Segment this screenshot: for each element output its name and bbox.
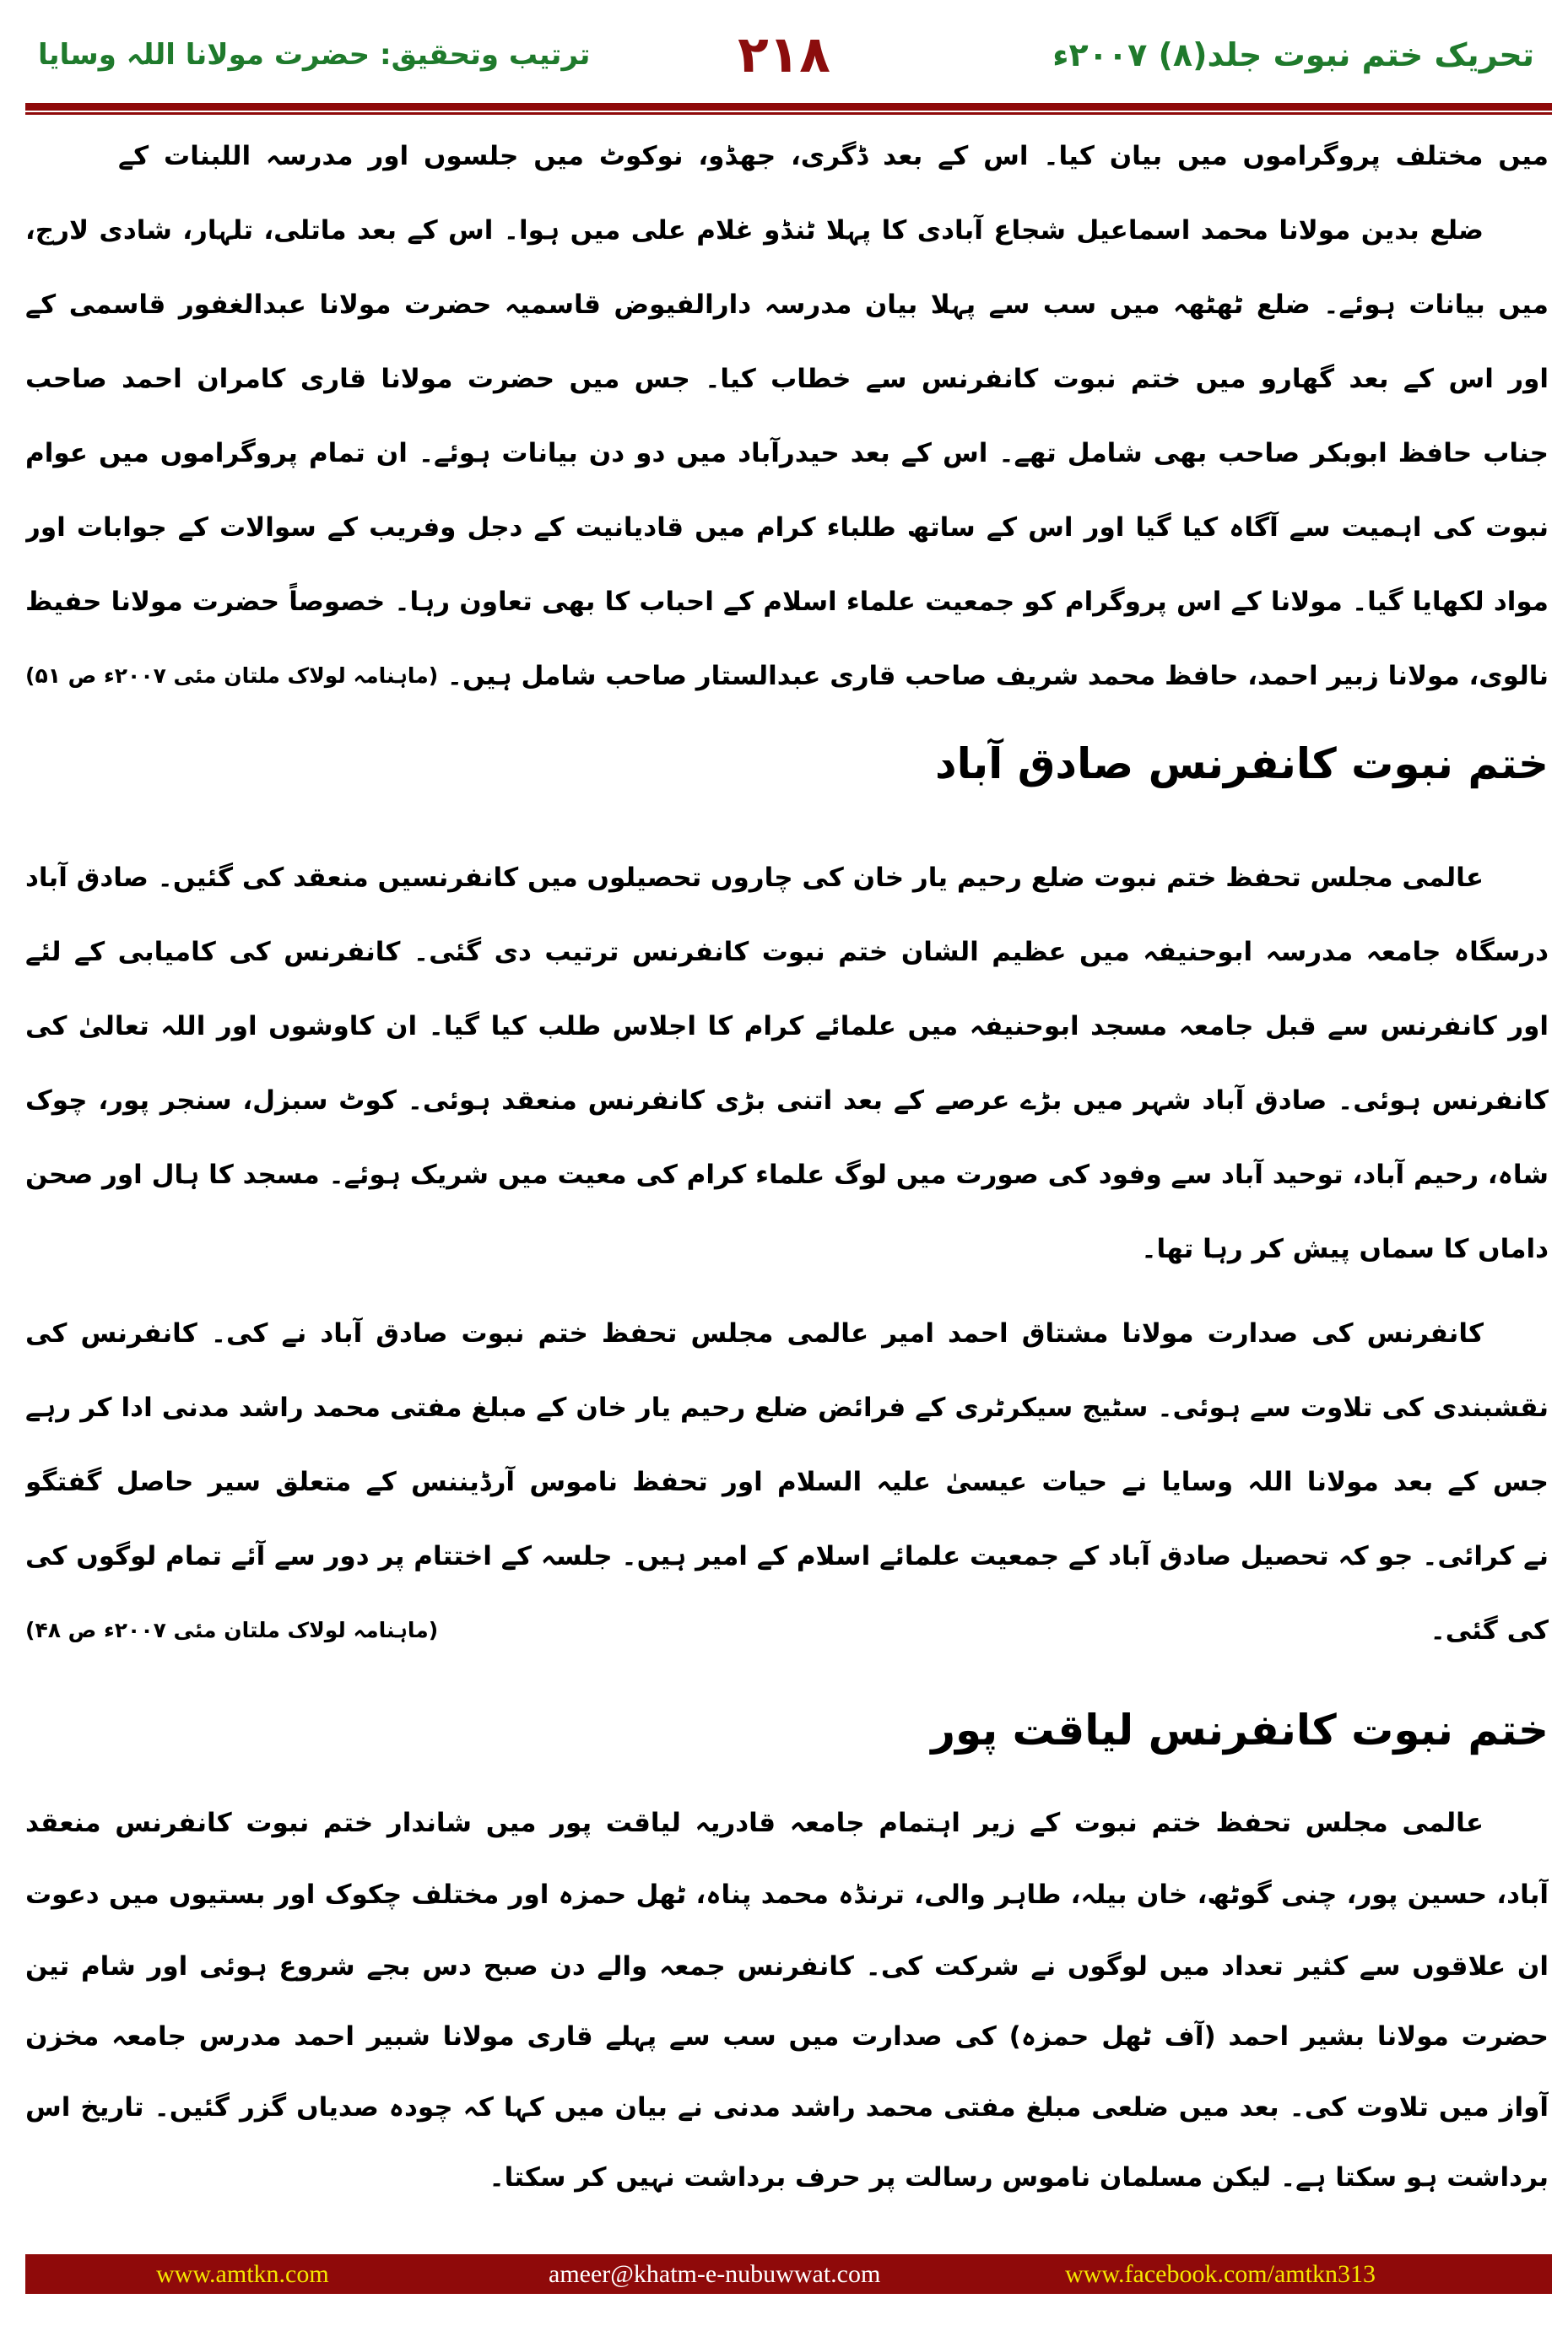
body-line: نالوی، مولانا زبیر احمد، حافظ محمد شریف صاحب قاری عبدالستار صاحب شامل ہیں۔ (446, 661, 1549, 691)
email-link[interactable]: ameer@khatm-e-nubuwwat.com (549, 2260, 881, 2288)
source-citation: (ماہنامہ لولاک ملتان مئی ۲۰۰۷ء ص ۵۱) (25, 663, 439, 688)
header-divider-thin (25, 112, 1552, 115)
body-line: برداشت ہو سکتا ہے۔ لیکن مسلمان ناموس رسالت پر حرف برداشت نہیں کر سکتا۔ (489, 2162, 1549, 2193)
body-line: ضلع بدین مولانا محمد اسماعیل شجاع آبادی کا پہلا ٹنڈو غلام علی میں ہوا۔ اس کے بعد ماتلی، تلہار، شادی لارج، (25, 215, 1484, 246)
body-line: کانفرنس کی صدارت مولانا مشتاق احمد امیر عالمی مجلس تحفظ ختم نبوت صادق آباد نے کی۔ کانفرنس کی (25, 1318, 1484, 1349)
website-link[interactable]: www.amtkn.com (156, 2260, 329, 2288)
body-line: کی گئی۔ (1430, 1615, 1549, 1646)
compiler-credit: ترتیب وتحقیق: حضرت مولانا اللہ وسایا (38, 38, 591, 72)
source-citation: (ماہنامہ لولاک ملتان مئی ۲۰۰۷ء ص ۴۸) (25, 1618, 439, 1642)
body-line: نقشبندی کی تلاوت سے ہوئی۔ سٹیج سیکرٹری کے فرائض ضلع رحیم یار خان کے مبلغ مفتی محمد راشد مدنی ادا کر رہے (25, 1393, 1549, 1423)
body-line: اور اس کے بعد گھارو میں ختم نبوت کانفرنس سے خطاب کیا۔ جس میں حضرت مولانا قاری کامران احمد صاحب (25, 364, 1549, 394)
body-line: درسگاہ جامعہ مدرسہ ابوحنیفہ میں عظیم الشان ختم نبوت کانفرنس ترتیب دی گئی۔ کانفرنس کی کامیابی کے لئے (25, 937, 1549, 967)
section-heading: ختم نبوت کانفرنس صادق آباد (934, 739, 1549, 788)
body-line: میں بیانات ہوئے۔ ضلع ٹھٹھہ میں سب سے پہلا بیان مدرسہ دارالفیوض قاسمیہ حضرت مولانا عبدالغفور قاسمی کے (25, 289, 1549, 320)
body-line: نبوت کی اہمیت سے آگاہ کیا گیا اور اس کے ساتھ طلباء کرام میں قادیانیت کے دجل وفریب کے سوالات کے جوابات اور (25, 512, 1549, 543)
body-line: آباد، حسین پور، چنی گوٹھ، خان بیلہ، طاہر والی، ترنڈہ محمد پناہ، ٹھل حمزہ اور مختلف چکوک اور بستیوں میں دعوت (25, 1880, 1549, 1910)
body-line: نے کرائی۔ جو کہ تحصیل صادق آباد کے جمعیت علمائے اسلام کے امیر ہیں۔ جلسہ کے اختتام پر دور سے آئے تمام لوگوں کی (25, 1541, 1549, 1571)
body-line: کانفرنس ہوئی۔ صادق آباد شہر میں بڑے عرصے کے بعد اتنی بڑی کانفرنس منعقد ہوئی۔ کوٹ سبزل، سنجر پور، چوک (25, 1085, 1549, 1116)
facebook-link[interactable]: www.facebook.com/amtkn313 (1065, 2260, 1376, 2288)
body-line: عالمی مجلس تحفظ ختم نبوت کے زیر اہتمام جامعہ قادریہ لیاقت پور میں شاندار ختم نبوت کانفرنس منعقد (25, 1808, 1484, 1838)
footer-bar (25, 2254, 1552, 2294)
body-line: حضرت مولانا بشیر احمد (آف ٹھل حمزہ) کی صدارت میں سب سے پہلے قاری مولانا شبیر احمد مدرس جامعہ مخزن (25, 2021, 1549, 2052)
body-line: ان علاقوں سے کثیر تعداد میں لوگوں نے شرکت کی۔ کانفرنس جمعہ والے دن صبح دس بجے شروع ہوئی اور شام تین (25, 1951, 1549, 1982)
body-line: جس کے بعد مولانا اللہ وسایا نے حیات عیسیٰ علیہ السلام اور تحفظ ناموس آرڈیننس کے متعلق سیر حاصل گفتگو (25, 1467, 1549, 1497)
body-line: آواز میں تلاوت کی۔ بعد میں ضلعی مبلغ مفتی محمد راشد مدنی نے بیان میں کہا کہ چودہ صدیاں گزر گئیں۔ تاریخ اس (25, 2092, 1549, 2123)
body-line: مواد لکھایا گیا۔ مولانا کے اس پروگرام کو جمعیت علماء اسلام کے احباب کا بھی تعاون رہا۔ خصوصاً حضرت مولانا حفیظ (25, 587, 1549, 617)
section-heading: ختم نبوت کانفرنس لیاقت پور (931, 1706, 1549, 1755)
body-line: داماں کا سماں پیش کر رہا تھا۔ (1141, 1234, 1549, 1264)
body-line: اور کانفرنس سے قبل جامعہ مسجد ابوحنیفہ میں علمائے کرام کا اجلاس طلب کیا گیا۔ ان کاوشوں اور اللہ تعالیٰ کی (25, 1011, 1549, 1041)
book-title: تحریک ختم نبوت جلد(۸) ۲۰۰۷ء (1052, 36, 1534, 73)
body-line: جناب حافظ ابوبکر صاحب بھی شامل تھے۔ اس کے بعد حیدرآباد میں دو دن بیانات ہوئے۔ ان تمام پروگراموں میں عوام (25, 438, 1549, 468)
body-line: عالمی مجلس تحفظ ختم نبوت ضلع رحیم یار خان کی چاروں تحصیلوں میں کانفرنسیں منعقد کی گئیں۔ صادق آباد (25, 863, 1484, 893)
header-divider-thick (25, 103, 1552, 111)
page-number: ۲۱۸ (738, 25, 830, 84)
body-line: میں مختلف پروگراموں میں بیان کیا۔ اس کے بعد ڈگری، جھڈو، نوکوٹ میں جلسوں اور مدرسہ اللبنات کے (118, 141, 1549, 171)
body-line: شاہ، رحیم آباد، توحید آباد سے وفود کی صورت میں لوگ علماء کرام کی معیت میں شریک ہوئے۔ مسجد کا ہال اور صحن (25, 1160, 1549, 1190)
